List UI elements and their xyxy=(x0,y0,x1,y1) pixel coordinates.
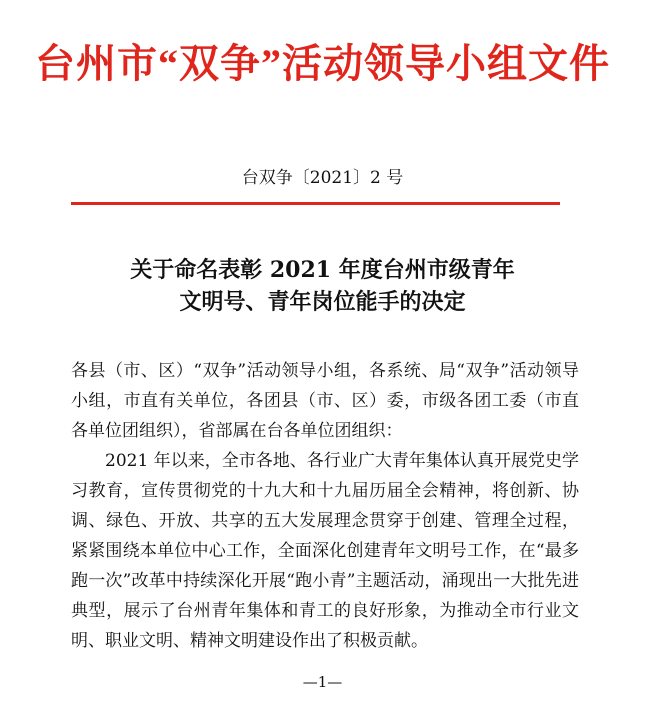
document-header-title: 台州市“双争”活动领导小组文件 xyxy=(35,41,610,86)
salutation-paragraph: 各县（市、区）“双争”活动领导小组，各系统、局“双争”活动领导小组，市直有关单位，各团县（市、区）委，市级各团工委（市直各单位团组织），省部属在台各单位团组织： xyxy=(71,361,579,441)
document-title-line-2: 文明号、青年岗位能手的决定 xyxy=(179,289,466,315)
document-title xyxy=(0,254,645,318)
red-divider-line xyxy=(71,202,560,205)
document-number: 台双争〔2021〕2 号 xyxy=(241,168,404,188)
document-title-line-1: 关于命名表彰 2021 年度台州市级青年 xyxy=(130,257,515,283)
page-number: —1— xyxy=(302,673,343,691)
body-paragraph-1: 2021 年以来，全市各地、各行业广大青年集体认真开展党史学习教育，宣传贯彻党的十九大和十九届历届全会精神，将创新、协调、绿色、开放、共享的五大发展理念贯穿于创建、管理全过程，紧紧围绕本单位中心工作，全面深化创建青年文明号工作，在“最多跑一次”改革中持续深化开展“跑小青”主题活动，涌现出一大批先进典型，展示了台州青年集体和青工的良好形象，为推动全市行业文明、职业文明、精神文明建设作出了积极贡献。 xyxy=(71,451,579,651)
document-body xyxy=(71,356,579,656)
